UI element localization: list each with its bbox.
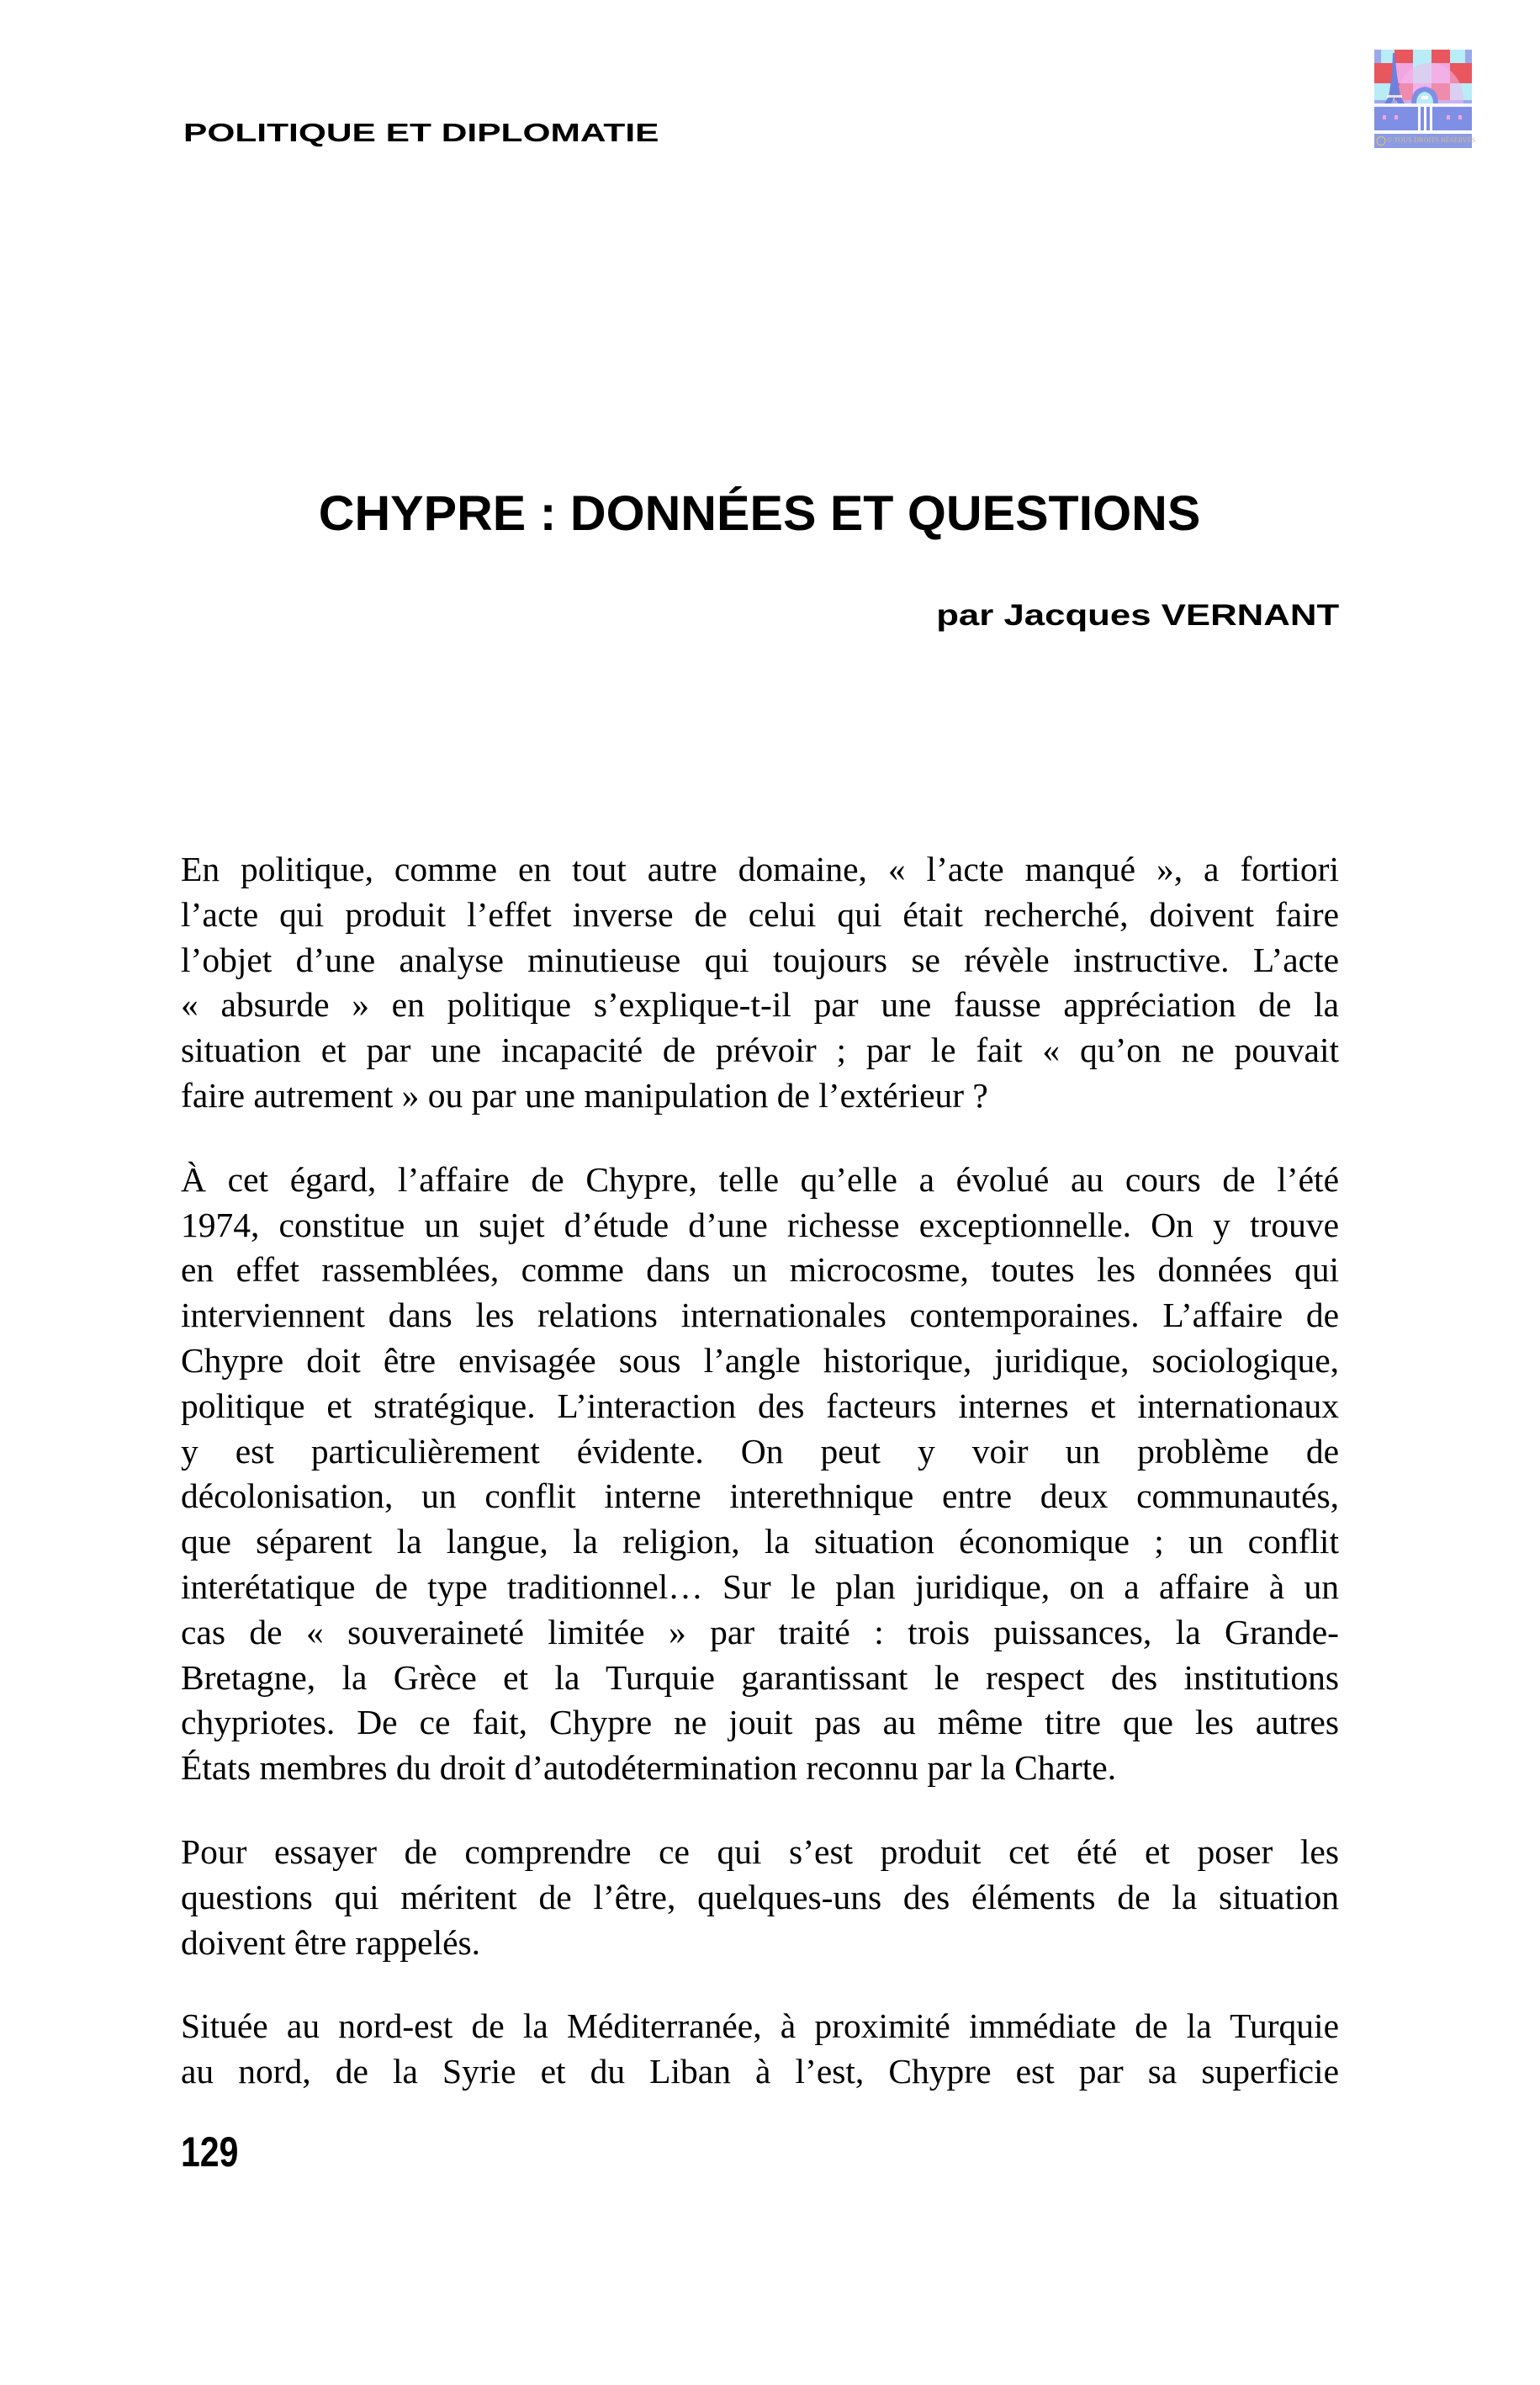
- page-number: 129: [181, 2128, 239, 2176]
- text-line: au nord, de la Syrie et du Liban à l’est, Chypre est par sa superficie: [181, 2052, 1339, 2091]
- running-head: POLITIQUE ET DIPLOMATIE: [183, 118, 659, 147]
- text-line: Située au nord-est de la Méditerranée, à proximité immédiate de la Turquie: [181, 2006, 1339, 2046]
- article-title: [181, 485, 1339, 543]
- article-body: [181, 847, 1339, 2133]
- text-line: faire autrement » ou par une manipulation de l’extérieur ?: [181, 1075, 988, 1115]
- eiffel-tower-and-dome-logo-icon: [1374, 50, 1472, 148]
- text-line: Pour essayer de comprendre ce qui s’est produit cet été et poser les: [181, 1831, 1339, 1871]
- paragraph-3: [181, 1830, 1339, 1965]
- text-line: en effet rassemblées, comme dans un microcosme, toutes les données qui: [181, 1250, 1339, 1290]
- logo-caption: © TOUS DROITS RÉSERVÉS: [1387, 136, 1476, 144]
- text-line: situation et par une incapacité de prévoir ; par le fait « qu’on ne pouvait: [181, 1031, 1339, 1070]
- text-line: l’acte qui produit l’effet inverse de celui qui était recherché, doivent faire: [181, 894, 1339, 934]
- text-line: cas de « souveraineté limitée » par traité : trois puissances, la Grande-: [181, 1612, 1339, 1651]
- text-line: que séparent la langue, la religion, la situation économique ; un conflit: [181, 1522, 1339, 1561]
- text-line: interviennent dans les relations internationales contemporaines. L’affaire de: [181, 1296, 1339, 1335]
- text-line: doivent être rappelés.: [181, 1922, 481, 1962]
- publisher-logo: [1374, 50, 1476, 148]
- text-line: l’objet d’une analyse minutieuse qui toujours se révèle instructive. L’acte: [181, 940, 1339, 979]
- text-line: Chypre doit être envisagée sous l’angle historique, juridique, sociologique,: [181, 1340, 1339, 1380]
- article-byline: par Jacques VERNANT: [936, 599, 1339, 632]
- paragraph-1: [181, 847, 1339, 1119]
- text-line: Bretagne, la Grèce et la Turquie garantissant le respect des institutions: [181, 1657, 1339, 1697]
- text-line: « absurde » en politique s’explique-t-il par une fausse appréciation de la: [181, 985, 1339, 1025]
- text-line: interétatique de type traditionnel… Sur le plan juridique, on a affaire à un: [181, 1566, 1339, 1606]
- text-line: À cet égard, l’affaire de Chypre, telle qu’elle a évolué au cours de l’été: [181, 1159, 1339, 1199]
- text-line: États membres du droit d’autodétermination reconnu par la Charte.: [181, 1748, 1117, 1788]
- text-line: 1974, constitue un sujet d’étude d’une richesse exceptionnelle. On y trouve: [181, 1205, 1339, 1244]
- text-line: décolonisation, un conflit interne interethnique entre deux communautés,: [181, 1476, 1339, 1516]
- text-line: y est particulièrement évidente. On peut y voir un problème de: [181, 1431, 1339, 1471]
- text-line: politique et stratégique. L’interaction des facteurs internes et internationaux: [181, 1386, 1339, 1425]
- text-line: chypriotes. De ce fait, Chypre ne jouit pas au même titre que les autres: [181, 1703, 1339, 1742]
- paragraph-4: [181, 2004, 1339, 2095]
- text-line: En politique, comme en tout autre domaine, « l’acte manqué », a fortiori: [181, 850, 1339, 888]
- text-line: questions qui méritent de l’être, quelques-uns des éléments de la situation: [181, 1877, 1339, 1916]
- paragraph-2: [181, 1158, 1339, 1791]
- article-title-text: CHYPRE : DONNÉES ET QUESTIONS: [319, 486, 1201, 541]
